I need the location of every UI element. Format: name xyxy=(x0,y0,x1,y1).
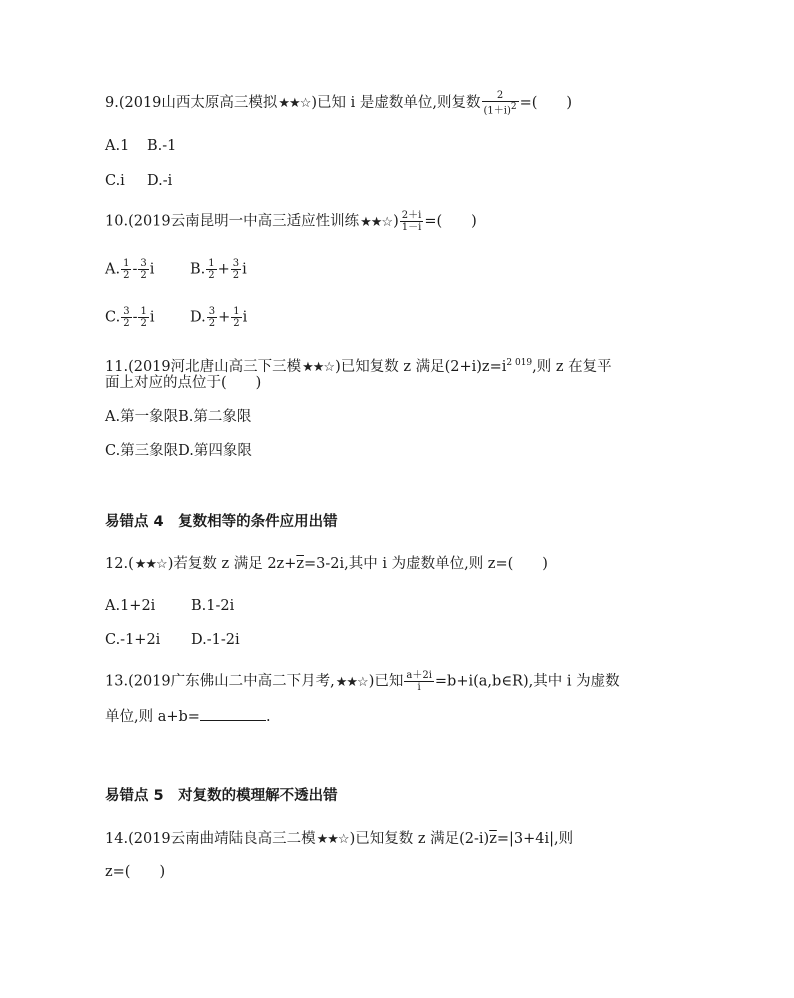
conjugate-z: $\overline{z}$ xyxy=(489,831,497,847)
question-11-options-ab xyxy=(105,407,251,427)
fraction xyxy=(121,306,131,329)
fraction-denominator: 2 xyxy=(232,270,240,281)
fraction xyxy=(138,306,148,329)
fraction-denominator: 1－i xyxy=(401,222,422,233)
fraction xyxy=(404,670,434,693)
fraction-numerator: a＋2i xyxy=(406,670,432,681)
question-13-stem-line2 xyxy=(105,706,271,727)
option-label: B. xyxy=(190,261,206,278)
paren: ( xyxy=(128,556,134,572)
fraction-denominator: 2 xyxy=(123,318,130,329)
fraction xyxy=(138,258,148,281)
question-number: 12. xyxy=(105,556,129,572)
option-d: D.-1-2i xyxy=(191,632,240,648)
question-14-stem-line2 xyxy=(105,862,165,882)
fraction xyxy=(121,258,131,281)
period: . xyxy=(265,709,271,725)
fraction-numerator: 2＋i xyxy=(401,210,422,221)
option-c: C.i xyxy=(105,173,125,189)
question-9-stem xyxy=(105,90,572,116)
fraction-denominator: i xyxy=(404,681,434,693)
option-a: A.1+2i xyxy=(105,598,156,614)
fraction-denominator: 2 xyxy=(140,318,147,329)
fraction-numerator: 1 xyxy=(233,306,240,317)
fraction-numerator: 3 xyxy=(140,258,147,269)
fraction-denominator: 2 xyxy=(208,270,215,281)
question-number: 13. xyxy=(105,673,129,690)
question-12-stem xyxy=(105,554,548,575)
conjugate-z: $\overline{z}$ xyxy=(296,556,304,572)
option-b: B.-1 xyxy=(147,138,177,154)
imaginary-unit: i xyxy=(149,261,155,278)
question-9-options-ab xyxy=(105,136,176,156)
imaginary-unit: i xyxy=(149,309,155,326)
fraction-numerator: 3 xyxy=(208,306,216,317)
fraction-denominator: 2 xyxy=(233,318,240,329)
question-text: =3-2i,其中 i 为虚数单位,则 z=( ) xyxy=(303,556,548,572)
options-a-b: A.第一象限B.第二象限 xyxy=(105,409,252,425)
answer-parentheses: =( ) xyxy=(424,213,477,230)
fraction-numerator: 1 xyxy=(140,306,147,317)
question-text: ) xyxy=(393,213,399,230)
question-text: )已知 xyxy=(368,673,404,690)
question-11-stem-line2 xyxy=(105,373,261,393)
imaginary-unit: i xyxy=(242,309,248,326)
operator: + xyxy=(217,261,230,278)
option-d xyxy=(190,306,247,329)
difficulty-stars: ★★☆ xyxy=(278,96,311,112)
difficulty-stars: ★★☆ xyxy=(360,214,393,230)
question-number: 9. xyxy=(105,95,119,112)
fraction-denominator: 2 xyxy=(123,270,130,281)
fraction xyxy=(206,258,216,281)
section-heading-4: 易错点 4 复数相等的条件应用出错 xyxy=(105,514,338,530)
answer-blank[interactable] xyxy=(200,706,266,721)
fraction xyxy=(231,306,241,329)
question-10-options-cd xyxy=(105,306,247,329)
question-13-stem xyxy=(105,670,620,693)
fraction-denominator: 2 xyxy=(208,318,216,329)
fraction xyxy=(400,210,424,233)
option-label: D. xyxy=(190,309,206,326)
question-14-stem xyxy=(105,829,573,850)
answer-parentheses: =( ) xyxy=(519,95,573,112)
fraction-numerator: 2 xyxy=(496,90,504,101)
option-b xyxy=(190,258,247,281)
denominator-exponent: 2 xyxy=(510,102,517,112)
fraction-numerator: 1 xyxy=(208,258,215,269)
question-text: =|3+4i|,则 xyxy=(496,831,574,847)
fraction-numerator: 1 xyxy=(123,258,130,269)
fraction xyxy=(231,258,241,281)
options-c-d: C.第三象限D.第四象限 xyxy=(105,443,252,459)
question-12-options-ab xyxy=(105,596,234,616)
question-text: )已知复数 z 满足(2+i)z=i xyxy=(335,358,507,375)
option-c: C.-1+2i xyxy=(105,632,161,648)
fraction-denominator xyxy=(482,101,519,116)
exponent: 2 019 xyxy=(506,358,533,368)
difficulty-stars: ★★☆ xyxy=(335,674,368,690)
fraction-numerator: 3 xyxy=(232,258,240,269)
question-9-options-cd xyxy=(105,171,172,191)
question-source: (2019河北唐山高三下三模 xyxy=(128,358,302,375)
fraction xyxy=(207,306,217,329)
question-source: (2019广东佛山二中高二下月考, xyxy=(128,673,335,690)
denominator-base: (1＋i) xyxy=(483,105,511,117)
question-text: z=( ) xyxy=(105,864,166,880)
fraction-numerator: 3 xyxy=(123,306,130,317)
question-text: =b+i(a,b∈R),其中 i 为虚数 xyxy=(434,673,620,690)
question-11-options-cd xyxy=(105,441,252,461)
option-d: D.-i xyxy=(147,173,173,189)
option-label: C. xyxy=(105,309,121,326)
imaginary-unit: i xyxy=(242,261,247,278)
question-text: ,则 z 在复平 xyxy=(532,358,612,375)
question-text: )已知 i 是虚数单位,则复数 xyxy=(311,95,481,112)
question-text: 单位,则 a+b= xyxy=(105,709,200,725)
question-number: 11. xyxy=(105,358,129,375)
question-source: (2019云南昆明一中高三适应性训练 xyxy=(128,213,360,230)
option-label: A. xyxy=(105,261,121,278)
question-number: 14. xyxy=(105,831,129,847)
option-b: B.1-2i xyxy=(191,598,235,614)
operator: + xyxy=(218,309,231,326)
operator: - xyxy=(132,261,138,278)
difficulty-stars: ★★☆ xyxy=(316,832,349,847)
question-source: (2019云南曲靖陆良高三二模 xyxy=(128,831,316,847)
question-12-options-cd xyxy=(105,630,240,650)
question-source: (2019山西太原高三模拟 xyxy=(118,95,278,112)
difficulty-stars: ★★☆ xyxy=(302,359,335,375)
option-c xyxy=(105,306,190,329)
question-text: )已知复数 z 满足(2-i) xyxy=(349,831,490,847)
fraction xyxy=(482,90,519,116)
option-a: A.1 xyxy=(105,138,130,154)
question-10-options-ab xyxy=(105,258,247,281)
operator: - xyxy=(132,309,138,326)
difficulty-stars: ★★☆ xyxy=(134,557,167,572)
section-heading-5: 易错点 5 对复数的模理解不透出错 xyxy=(105,788,338,804)
question-text: 面上对应的点位于( ) xyxy=(105,375,262,391)
question-10-stem xyxy=(105,210,477,233)
question-number: 10. xyxy=(105,213,129,230)
option-a xyxy=(105,258,190,281)
fraction-denominator: 2 xyxy=(140,270,147,281)
question-text: )若复数 z 满足 2z+ xyxy=(167,556,297,572)
